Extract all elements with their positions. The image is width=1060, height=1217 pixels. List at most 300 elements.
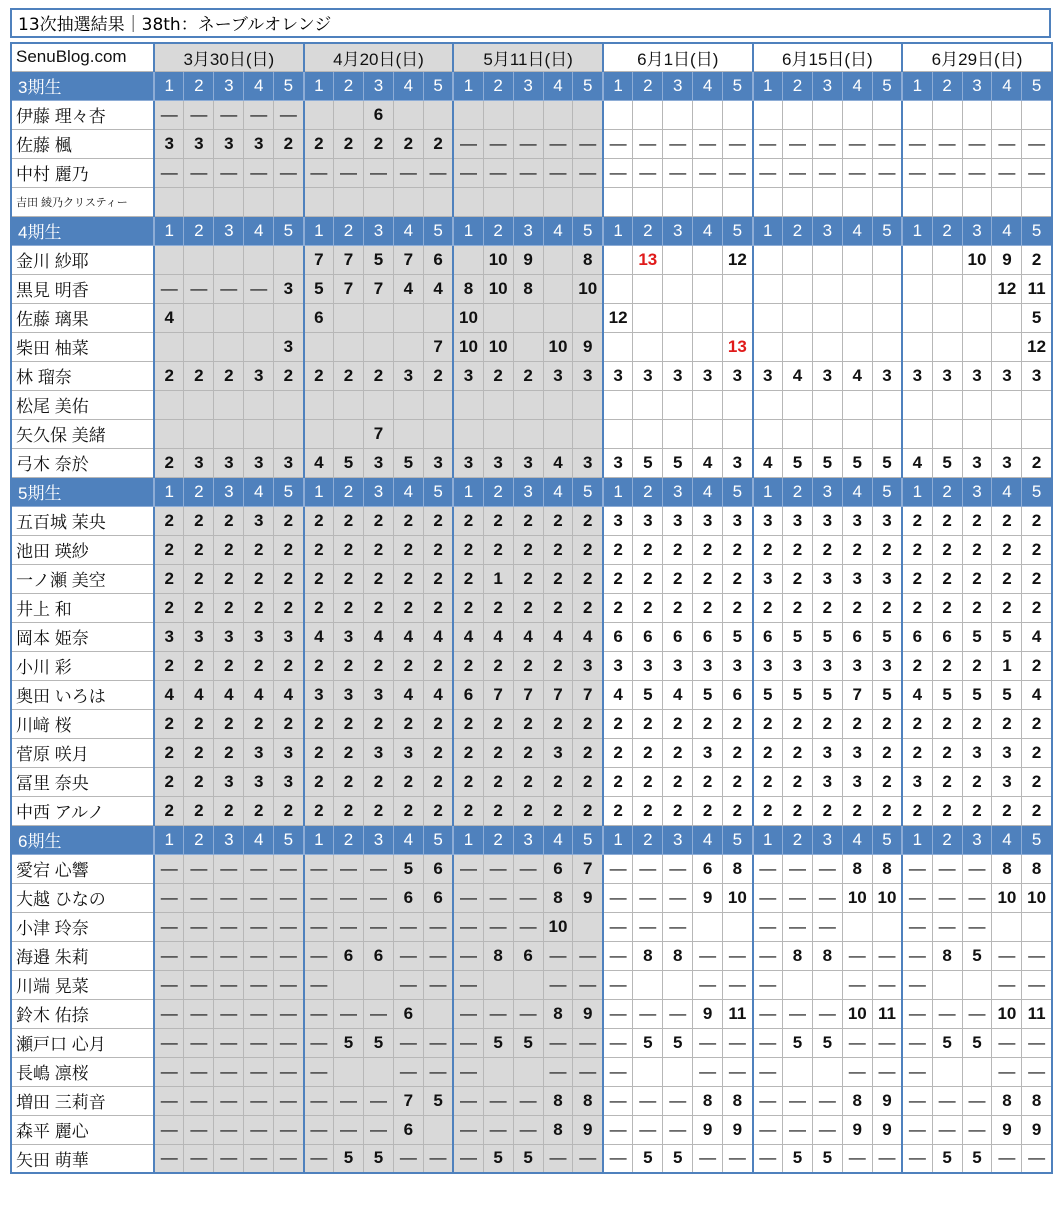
result-cell: — [723,1144,753,1173]
result-cell: 2 [603,738,633,767]
result-cell [513,390,543,419]
result-cell: — [782,129,812,158]
result-cell: — [932,158,962,187]
part-number: 1 [753,477,783,506]
result-cell: 2 [1022,535,1052,564]
result-cell [483,419,513,448]
date-header-row [11,43,1052,71]
result-cell: 3 [483,448,513,477]
part-number: 4 [992,825,1022,854]
result-cell [812,419,842,448]
result-cell: 2 [543,767,573,796]
result-cell: — [812,912,842,941]
part-number: 1 [304,216,334,245]
result-cell: 3 [214,622,244,651]
part-number: 5 [573,71,603,100]
result-cell: 2 [753,796,783,825]
result-cell: 2 [962,564,992,593]
date-header: 3月30日(日) [154,43,304,71]
result-cell [483,100,513,129]
result-cell: — [184,854,214,883]
result-cell: 2 [334,709,364,738]
result-cell [992,187,1022,216]
result-cell: 2 [992,564,1022,593]
result-cell: 3 [723,651,753,680]
result-cell: 3 [304,680,334,709]
part-number: 3 [214,825,244,854]
result-cell: 5 [932,1144,962,1173]
result-cell [513,303,543,332]
part-number: 2 [633,477,663,506]
result-cell: — [423,1144,453,1173]
result-cell: 3 [842,506,872,535]
result-cell: — [872,970,902,999]
result-cell: 4 [902,448,932,477]
result-cell: — [154,854,184,883]
result-cell: 2 [842,709,872,738]
result-cell: — [304,941,334,970]
generation-label: 6期生 [11,825,154,854]
result-cell [573,912,603,941]
result-cell: — [184,912,214,941]
date-header: 6月1日(日) [603,43,753,71]
result-cell [932,1057,962,1086]
member-name: 佐藤 璃果 [11,303,154,332]
result-cell: 2 [962,593,992,622]
result-cell [214,419,244,448]
result-cell: 2 [184,651,214,680]
result-cell: 7 [393,245,423,274]
result-cell: — [453,854,483,883]
result-cell: — [244,158,274,187]
result-cell: — [723,1028,753,1057]
result-cell [633,390,663,419]
result-cell: — [244,1057,274,1086]
result-cell [573,390,603,419]
result-cell: — [363,999,393,1028]
result-cell: 2 [154,651,184,680]
result-cell: — [693,158,723,187]
result-cell [693,100,723,129]
part-number: 1 [902,477,932,506]
result-cell: — [453,1057,483,1086]
result-cell: — [184,1028,214,1057]
result-cell: — [334,912,364,941]
result-cell: 5 [872,680,902,709]
result-cell: 2 [453,506,483,535]
result-cell: 2 [214,361,244,390]
result-cell [393,187,423,216]
result-cell: — [184,274,214,303]
member-name: 小川 彩 [11,651,154,680]
result-cell: 2 [932,651,962,680]
part-number: 3 [812,825,842,854]
result-cell: — [992,941,1022,970]
part-number: 4 [543,825,573,854]
result-cell: — [812,883,842,912]
result-cell: 2 [393,651,423,680]
result-cell: 2 [693,796,723,825]
result-cell: — [154,999,184,1028]
result-cell: 2 [304,651,334,680]
result-cell: 2 [513,361,543,390]
result-cell: — [723,129,753,158]
result-cell: 3 [363,448,393,477]
result-cell [184,419,214,448]
member-name: 長嶋 凛桜 [11,1057,154,1086]
result-cell: 2 [363,564,393,593]
result-cell: 10 [842,883,872,912]
result-cell [543,390,573,419]
result-cell: 2 [274,361,304,390]
result-cell: 5 [513,1144,543,1173]
result-cell: — [603,970,633,999]
part-number: 2 [633,71,663,100]
result-cell: — [1022,1144,1052,1173]
part-number: 1 [304,71,334,100]
result-cell: 2 [453,535,483,564]
part-number: 4 [543,71,573,100]
result-cell: — [812,129,842,158]
result-cell: 10 [483,245,513,274]
part-number: 2 [932,216,962,245]
result-cell: — [274,999,304,1028]
result-cell [453,187,483,216]
result-cell: 8 [992,854,1022,883]
result-cell: 2 [154,448,184,477]
result-cell: 3 [842,767,872,796]
result-cell: — [393,158,423,187]
result-cell [304,419,334,448]
result-cell: 2 [543,564,573,593]
result-cell: — [932,999,962,1028]
result-cell: 5 [842,448,872,477]
result-cell: 2 [453,593,483,622]
result-cell: 2 [633,535,663,564]
result-cell: 3 [154,129,184,158]
result-cell: 2 [513,506,543,535]
result-cell: 2 [753,535,783,564]
result-cell: 2 [154,796,184,825]
result-cell: 7 [573,854,603,883]
result-cell: 2 [453,796,483,825]
result-cell: 8 [812,941,842,970]
result-cell: 9 [693,999,723,1028]
result-cell: 2 [603,593,633,622]
result-cell: 2 [363,361,393,390]
result-cell: 2 [992,535,1022,564]
result-cell: 9 [842,1115,872,1144]
result-cell: — [244,1115,274,1144]
result-cell: — [363,1115,393,1144]
result-cell: — [274,158,304,187]
result-cell: 3 [962,738,992,767]
result-cell: 3 [513,448,543,477]
result-cell: 2 [423,796,453,825]
result-cell: — [304,854,334,883]
result-cell [393,332,423,361]
result-cell: 2 [363,593,393,622]
result-cell: — [453,1086,483,1115]
result-cell: 5 [363,245,393,274]
result-cell [513,419,543,448]
part-number: 1 [154,216,184,245]
result-cell: 10 [992,883,1022,912]
result-cell: 2 [184,564,214,593]
member-name: 小津 玲奈 [11,912,154,941]
result-cell [693,187,723,216]
result-cell [932,419,962,448]
result-cell: 2 [543,506,573,535]
result-cell: — [663,854,693,883]
result-cell: 3 [842,738,872,767]
result-cell: 3 [334,680,364,709]
part-number: 5 [723,477,753,506]
result-cell [244,303,274,332]
date-header: 6月15日(日) [753,43,903,71]
result-cell: — [693,970,723,999]
result-cell: 2 [693,767,723,796]
result-cell: — [812,1086,842,1115]
result-cell: 2 [334,535,364,564]
result-cell: 2 [782,738,812,767]
result-cell: 1 [483,564,513,593]
result-cell [812,332,842,361]
result-cell: 2 [842,535,872,564]
result-cell: — [214,970,244,999]
result-cell: 8 [573,245,603,274]
result-cell [603,419,633,448]
result-cell: 2 [663,535,693,564]
part-number: 5 [1022,825,1052,854]
result-cell: — [633,883,663,912]
result-cell: — [274,912,304,941]
result-cell [633,187,663,216]
result-cell: 12 [603,303,633,332]
result-cell: — [274,941,304,970]
result-cell: 2 [184,361,214,390]
result-cell [782,274,812,303]
result-cell [962,419,992,448]
result-cell: — [334,158,364,187]
result-cell: 2 [334,767,364,796]
part-number: 2 [782,216,812,245]
result-cell: 2 [453,709,483,738]
result-cell: 2 [902,709,932,738]
result-cell: — [393,1028,423,1057]
result-cell [453,100,483,129]
result-cell: 3 [782,506,812,535]
result-cell: 3 [812,564,842,593]
result-cell [992,419,1022,448]
result-cell [244,332,274,361]
result-cell [872,390,902,419]
part-number: 3 [363,825,393,854]
part-number: 4 [393,71,423,100]
result-cell: 12 [1022,332,1052,361]
part-number: 1 [603,825,633,854]
result-cell: — [423,941,453,970]
result-cell: 2 [304,129,334,158]
result-cell: 4 [543,448,573,477]
result-cell: 2 [483,796,513,825]
result-cell [1022,187,1052,216]
part-number: 3 [962,216,992,245]
result-cell [334,303,364,332]
member-row [11,187,1052,216]
result-cell [244,390,274,419]
result-cell: 5 [363,1144,393,1173]
result-cell: 3 [812,651,842,680]
part-number: 3 [663,71,693,100]
result-cell: — [723,158,753,187]
result-cell: 9 [573,999,603,1028]
result-cell: 3 [992,448,1022,477]
result-cell [334,390,364,419]
result-cell: — [932,912,962,941]
result-cell [304,187,334,216]
result-cell: — [453,970,483,999]
part-number: 1 [603,71,633,100]
result-cell: — [932,883,962,912]
result-cell: 2 [723,593,753,622]
result-cell: 2 [393,709,423,738]
result-cell: — [423,158,453,187]
result-cell: 5 [663,1028,693,1057]
result-cell: 2 [872,767,902,796]
result-cell: 2 [1022,593,1052,622]
result-cell: 8 [932,941,962,970]
result-cell: 2 [184,767,214,796]
part-number: 5 [573,477,603,506]
member-row [11,245,1052,274]
result-cell: — [483,1115,513,1144]
result-cell: 2 [274,564,304,593]
result-cell: 9 [1022,1115,1052,1144]
part-number: 4 [244,216,274,245]
result-cell: — [902,1115,932,1144]
part-number: 5 [872,825,902,854]
member-row [11,912,1052,941]
result-cell: 4 [423,274,453,303]
result-cell [723,303,753,332]
result-cell [663,332,693,361]
result-cell: 7 [304,245,334,274]
result-cell: 5 [693,680,723,709]
result-cell: 2 [214,709,244,738]
result-cell [1022,100,1052,129]
result-cell: 3 [663,651,693,680]
result-cell: — [633,129,663,158]
result-cell: 2 [304,361,334,390]
page-title: 13次抽選結果｜38th：ネーブルオレンジ [10,8,1051,38]
result-cell: — [244,999,274,1028]
result-cell [723,274,753,303]
result-cell: 2 [334,593,364,622]
result-cell [812,274,842,303]
result-cell: 2 [363,506,393,535]
result-cell [453,419,483,448]
result-cell: 2 [513,709,543,738]
result-cell: — [214,1057,244,1086]
result-cell [723,419,753,448]
result-cell: 4 [274,680,304,709]
result-cell: 2 [723,738,753,767]
result-cell: 3 [363,680,393,709]
result-cell: 2 [932,709,962,738]
result-cell [872,912,902,941]
result-cell: 3 [573,448,603,477]
result-cell: 7 [393,1086,423,1115]
part-number: 1 [753,825,783,854]
result-cell [423,419,453,448]
result-cell: 2 [334,738,364,767]
result-cell: 2 [393,129,423,158]
member-row [11,448,1052,477]
result-cell [304,100,334,129]
part-number: 2 [782,477,812,506]
result-cell: — [154,883,184,912]
result-cell: 2 [304,593,334,622]
part-number: 5 [423,825,453,854]
result-cell: — [932,1115,962,1144]
result-cell: 2 [633,767,663,796]
result-cell: 3 [274,274,304,303]
result-cell [872,187,902,216]
result-cell: 2 [902,796,932,825]
result-cell: 2 [932,767,962,796]
member-row [11,303,1052,332]
result-cell: 6 [723,680,753,709]
result-cell [693,332,723,361]
result-cell [992,390,1022,419]
result-cell: 4 [483,622,513,651]
result-cell [723,100,753,129]
result-cell [992,303,1022,332]
result-cell: 3 [244,767,274,796]
result-cell: 5 [663,1144,693,1173]
result-cell: — [812,158,842,187]
part-number: 5 [1022,477,1052,506]
result-cell: 2 [363,767,393,796]
member-name: 大越 ひなの [11,883,154,912]
result-cell: 8 [693,1086,723,1115]
result-cell: 6 [453,680,483,709]
result-cell: — [214,999,244,1028]
result-cell [723,390,753,419]
member-row [11,767,1052,796]
result-cell: — [902,1057,932,1086]
result-cell: 2 [393,593,423,622]
result-cell: — [693,941,723,970]
member-row [11,941,1052,970]
result-cell: — [992,129,1022,158]
result-cell: 3 [992,361,1022,390]
result-cell: 4 [543,622,573,651]
result-cell: 2 [274,593,304,622]
result-cell: 3 [274,738,304,767]
part-number: 2 [184,825,214,854]
result-cell: — [184,941,214,970]
result-cell: — [1022,941,1052,970]
member-row [11,593,1052,622]
result-cell [603,332,633,361]
result-cell: — [244,1086,274,1115]
result-cell: 2 [962,535,992,564]
result-cell: — [244,854,274,883]
member-name: 黒見 明香 [11,274,154,303]
result-cell: 3 [842,651,872,680]
